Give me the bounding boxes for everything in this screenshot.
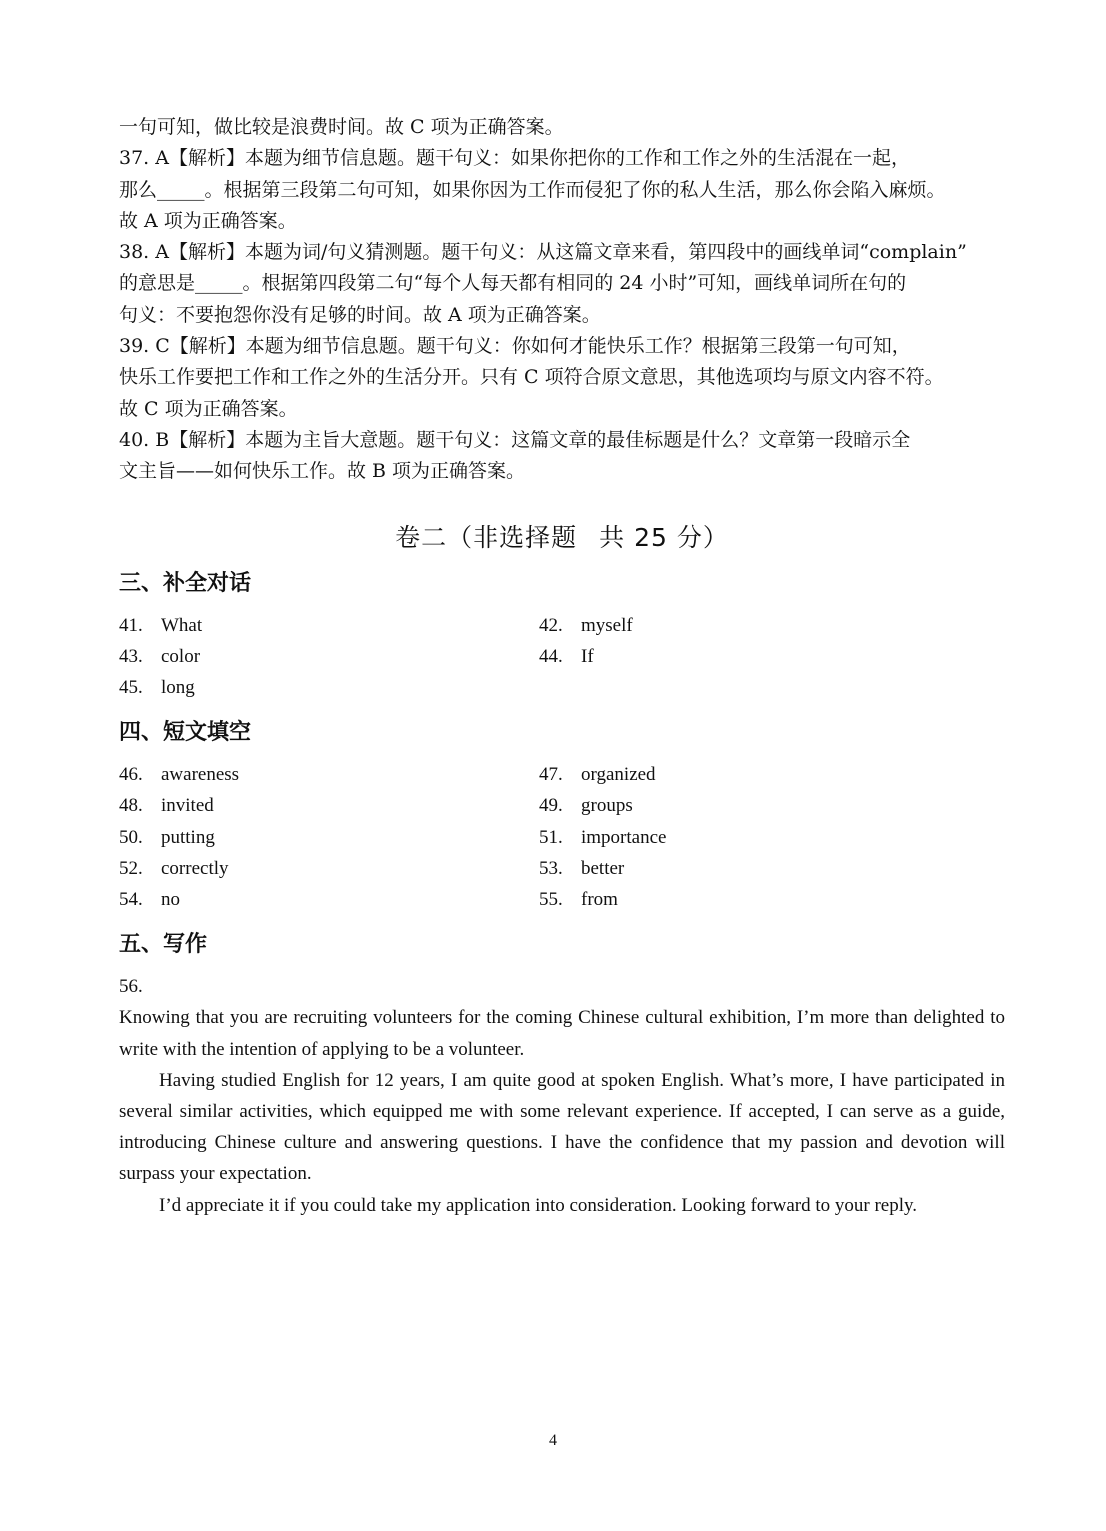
essay-body bbox=[119, 1002, 1005, 1220]
section-title-dialogue: 三、补全对话 bbox=[119, 570, 252, 596]
answer-item bbox=[539, 759, 959, 790]
answer-item bbox=[119, 822, 539, 853]
volume-title bbox=[119, 518, 1005, 554]
answer-word: myself bbox=[581, 614, 633, 636]
answer-number: 48. bbox=[119, 795, 143, 817]
answer-item bbox=[119, 884, 539, 915]
answer-number: 52. bbox=[119, 857, 143, 879]
answer-item bbox=[539, 790, 959, 821]
explanation-line: 那么_____。根据第三段第二句可知，如果你因为工作而侵犯了你的私人生活，那么你会陷入麻烦。 bbox=[119, 178, 946, 201]
answer-item bbox=[119, 610, 539, 641]
answer-number: 47. bbox=[539, 764, 563, 786]
answer-word: no bbox=[161, 888, 180, 910]
dialogue-answers bbox=[119, 610, 1005, 704]
answer-word: from bbox=[581, 888, 618, 910]
explanation-line: 句义：不要抱怨你没有足够的时间。故 A 项为正确答案。 bbox=[119, 303, 601, 326]
answer-word: correctly bbox=[161, 857, 229, 879]
answer-word: awareness bbox=[161, 764, 240, 786]
explanation-line: 39. C【解析】本题为细节信息题。题干句义：你如何才能快乐工作？根据第三段第一句可知， bbox=[119, 335, 911, 358]
answer-number: 41. bbox=[119, 614, 143, 636]
answer-number: 55. bbox=[539, 888, 563, 910]
explanation-line: 的意思是_____。根据第四段第二句“每个人每天都有相同的 24 小时”可知，画线单词所在句的 bbox=[119, 272, 907, 295]
explanation-line: 故 A 项为正确答案。 bbox=[119, 209, 297, 232]
answer-word: long bbox=[161, 676, 195, 698]
explanation-line: 文主旨——如何快乐工作。故 B 项为正确答案。 bbox=[119, 460, 526, 483]
essay-paragraph: Knowing that you are recruiting volunteers for the coming Chinese cultural exhibition, I’m more than delighted to write with the intention of applying to be a volunteer. bbox=[119, 1007, 1005, 1060]
answer-item bbox=[539, 853, 959, 884]
answer-item bbox=[119, 641, 539, 672]
answer-number: 51. bbox=[539, 826, 563, 848]
answer-number: 54. bbox=[119, 888, 143, 910]
answer-number: 53. bbox=[539, 857, 563, 879]
answer-number: 43. bbox=[119, 645, 143, 667]
answer-item bbox=[119, 672, 539, 703]
volume-title-part1: 卷二（非选择题 bbox=[395, 522, 578, 552]
explanation-line: 37. A【解析】本题为细节信息题。题干句义：如果你把你的工作和工作之外的生活混在一起， bbox=[119, 147, 910, 170]
explanation-line: 38. A【解析】本题为词/句义猜测题。题干句义：从这篇文章来看，第四段中的画线单词“complain” bbox=[119, 241, 967, 264]
answer-item bbox=[539, 884, 959, 915]
explanation-line: 快乐工作要把工作和工作之外的生活分开。只有 C 项符合原文意思，其他选项均与原文内容不符。 bbox=[119, 366, 944, 389]
essay-paragraph: Having studied English for 12 years, I am quite good at spoken English. What’s more, I have participated in several similar activities, which equipped me with some relevant experience. If accepted, I can serve as a guide, introducing Chinese culture and answering questions. I have the confidence that my passion and devotion will surpass your expectation. bbox=[119, 1069, 1005, 1185]
answer-number: 45. bbox=[119, 676, 143, 698]
explanation-line: 一句可知，做比较是浪费时间。故 C 项为正确答案。 bbox=[119, 116, 564, 138]
section-title-writing: 五、写作 bbox=[119, 932, 208, 958]
answer-word: invited bbox=[161, 795, 214, 817]
explanations-block bbox=[119, 112, 1005, 488]
answer-word: organized bbox=[581, 764, 656, 786]
cloze-answers bbox=[119, 759, 1005, 915]
question-number: 56. bbox=[119, 976, 143, 998]
volume-title-part2: 共 25 分） bbox=[599, 522, 729, 552]
answer-item bbox=[119, 790, 539, 821]
explanation-line: 故 C 项为正确答案。 bbox=[119, 397, 298, 420]
answer-item bbox=[539, 610, 959, 641]
page-number: 4 bbox=[549, 1432, 557, 1449]
essay-paragraph: I’d appreciate it if you could take my application into consideration. Looking forward to your reply. bbox=[159, 1194, 918, 1216]
answer-number: 42. bbox=[539, 614, 563, 636]
section-title-cloze: 四、短文填空 bbox=[119, 720, 252, 746]
answer-word: importance bbox=[581, 826, 667, 848]
document-page bbox=[119, 112, 1005, 1221]
answer-number: 49. bbox=[539, 795, 563, 817]
answer-item bbox=[539, 641, 959, 672]
answer-word: groups bbox=[581, 795, 633, 817]
answer-word: color bbox=[161, 645, 201, 667]
answer-number: 44. bbox=[539, 645, 563, 667]
answer-word: better bbox=[581, 857, 625, 879]
answer-number: 50. bbox=[119, 826, 143, 848]
answer-word: If bbox=[581, 645, 594, 667]
answer-item bbox=[119, 853, 539, 884]
answer-number: 46. bbox=[119, 764, 143, 786]
explanation-line: 40. B【解析】本题为主旨大意题。题干句义：这篇文章的最佳标题是什么？文章第一段暗示全 bbox=[119, 428, 911, 451]
answer-item bbox=[539, 822, 959, 853]
answer-word: What bbox=[161, 614, 203, 636]
answer-word: putting bbox=[161, 826, 215, 848]
answer-item bbox=[119, 759, 539, 790]
